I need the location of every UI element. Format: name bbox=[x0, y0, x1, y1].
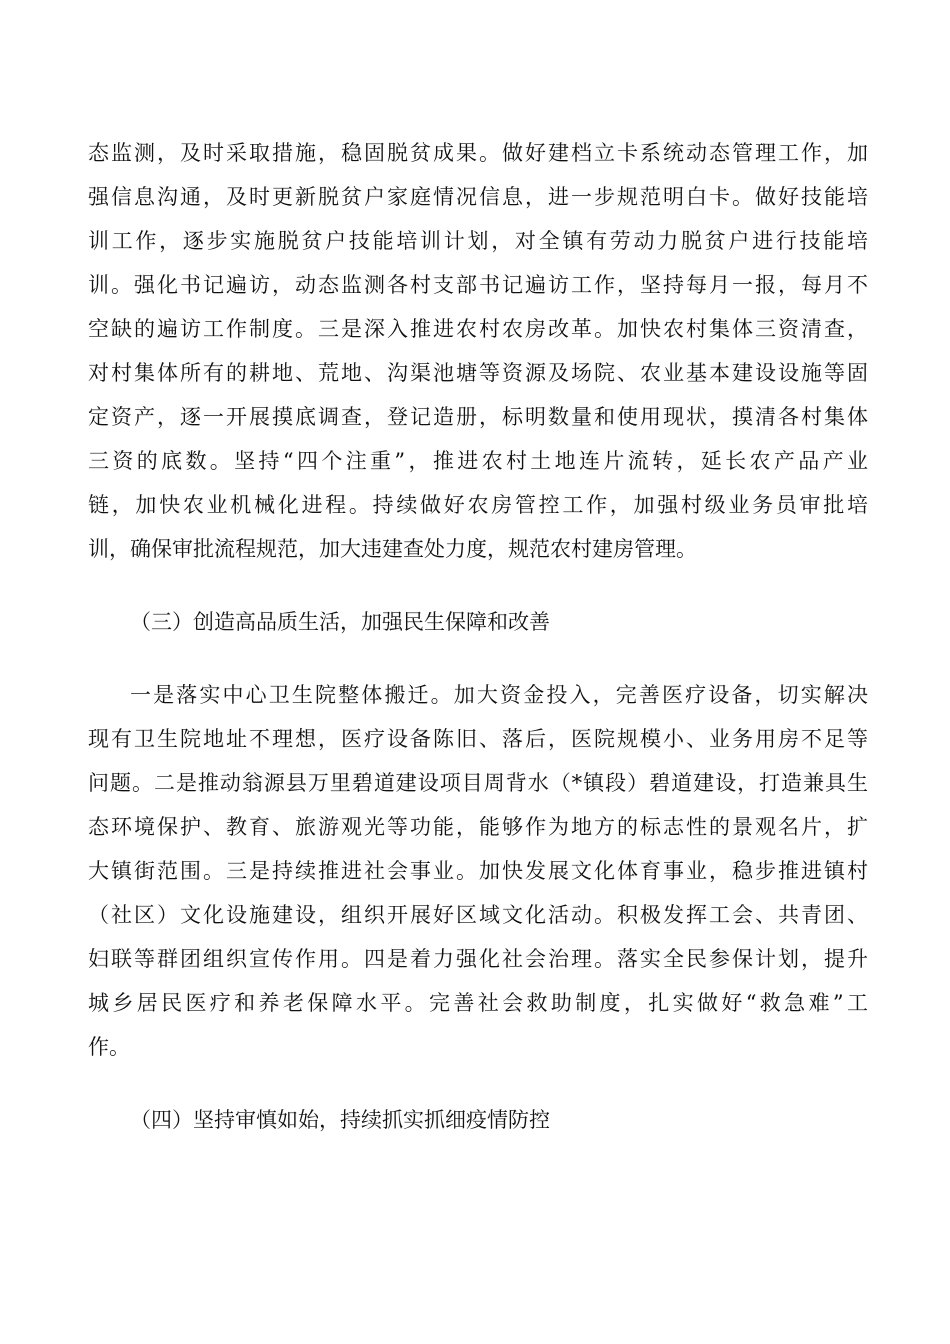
document-body bbox=[88, 131, 868, 1142]
section-heading-4: （四）坚持审慎如始，持续抓实抓细疫情防控 bbox=[130, 1108, 550, 1132]
text-line: 现有卫生院地址不理想，医疗设备陈旧、落后，医院规模小、业务用房不足等 bbox=[88, 727, 868, 751]
text-line: 链，加快农业机械化进程。持续做好农房管控工作，加强村级业务员审批培 bbox=[88, 493, 868, 517]
text-line: 训，确保审批流程规范，加大违建查处力度，规范农村建房管理。 bbox=[88, 537, 697, 561]
text-line: 训工作，逐步实施脱贫户技能培训计划，对全镇有劳动力脱贫户进行技能培 bbox=[88, 229, 868, 253]
text-line: 一是落实中心卫生院整体搬迁。加大资金投入，完善医疗设备，切实解决 bbox=[130, 683, 868, 707]
paragraph-gap bbox=[88, 644, 868, 673]
text-line: 态监测，及时采取措施，稳固脱贫成果。做好建档立卡系统动态管理工作，加 bbox=[88, 141, 868, 165]
text-line: 态环境保护、教育、旅游观光等功能，能够作为地方的标志性的景观名片，扩 bbox=[88, 815, 868, 839]
text-line: 城乡居民医疗和养老保障水平。完善社会救助制度，扎实做好“救急难”工 bbox=[88, 991, 868, 1015]
text-line: 作。 bbox=[88, 1035, 130, 1059]
paragraph-gap bbox=[88, 1069, 868, 1098]
text-line: 对村集体所有的耕地、荒地、沟渠池塘等资源及场院、农业基本建设设施等固 bbox=[88, 361, 868, 385]
text-line: 训。强化书记遍访，动态监测各村支部书记遍访工作，坚持每月一报，每月不 bbox=[88, 273, 868, 297]
text-line: 定资产，逐一开展摸底调查，登记造册，标明数量和使用现状，摸清各村集体 bbox=[88, 405, 868, 429]
paragraph-rural-reform bbox=[88, 131, 868, 571]
text-line: 大镇街范围。三是持续推进社会事业。加快发展文化体育事业，稳步推进镇村 bbox=[88, 859, 868, 883]
text-line: 妇联等群团组织宣传作用。四是着力强化社会治理。落实全民参保计划，提升 bbox=[88, 947, 868, 971]
text-line: 三资的底数。坚持“四个注重”，推进农村土地连片流转，延长农产品产业 bbox=[88, 449, 868, 473]
paragraph-livelihood bbox=[88, 673, 868, 1069]
section-heading-3: （三）创造高品质生活，加强民生保障和改善 bbox=[130, 610, 550, 634]
text-line: 问题。二是推动翁源县万里碧道建设项目周背水（*镇段）碧道建设，打造兼具生 bbox=[88, 771, 868, 795]
text-line: 强信息沟通，及时更新脱贫户家庭情况信息，进一步规范明白卡。做好技能培 bbox=[88, 185, 868, 209]
text-line: （社区）文化设施建设，组织开展好区域文化活动。积极发挥工会、共青团、 bbox=[88, 903, 868, 927]
text-line: 空缺的遍访工作制度。三是深入推进农村农房改革。加快农村集体三资清查， bbox=[88, 317, 868, 341]
paragraph-gap bbox=[88, 571, 868, 600]
